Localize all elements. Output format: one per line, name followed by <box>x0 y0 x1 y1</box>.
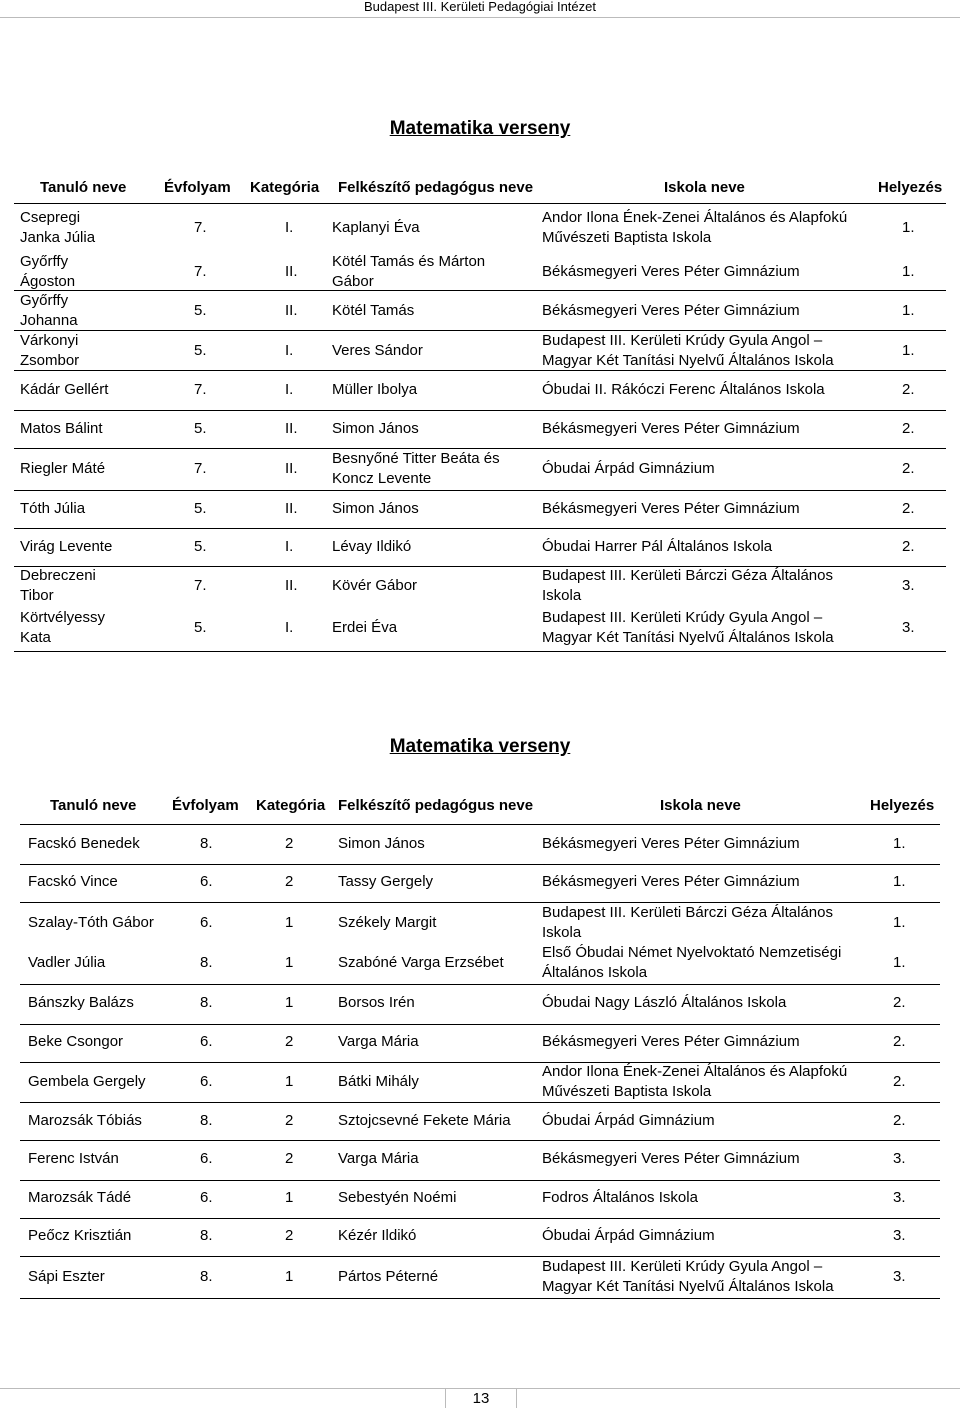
cell-school: Békásmegyeri Veres Péter Gimnázium <box>542 1150 800 1167</box>
cell-grade: 7. <box>194 577 207 594</box>
cell-school: Óbudai Árpád Gimnázium <box>542 1112 715 1129</box>
cell-grade: 5. <box>194 420 207 437</box>
cell-school: Óbudai II. Rákóczi Ferenc Általános Iskola <box>542 381 825 398</box>
cell-placement: 1. <box>893 954 906 971</box>
cell-teacher: Kövér Gábor <box>332 577 418 594</box>
cell-teacher: Kaplanyi Éva <box>332 219 420 236</box>
cell-student-name: Bánszky Balázs <box>28 994 134 1011</box>
cell-teacher: Simon János <box>332 420 419 437</box>
cell-grade: 5. <box>194 619 207 636</box>
cell-school: Békásmegyeri Veres Péter Gimnázium <box>542 1033 800 1050</box>
cell-category: I. <box>285 537 294 555</box>
cell-school: Békásmegyeri Veres Péter Gimnázium <box>542 301 800 319</box>
cell-grade: 5. <box>194 537 207 555</box>
cell-grade: 6. <box>200 873 213 890</box>
cell-school: Andor Ilona Ének-Zenei Általános és Alapfokú Művészeti Baptista Iskola <box>542 209 848 246</box>
table-title: Matematika verseny <box>389 736 571 757</box>
cell-grade: 5. <box>194 341 207 359</box>
row-rule <box>14 410 946 411</box>
cell-teacher: Borsos Irén <box>338 994 415 1011</box>
cell-teacher: Székely Margit <box>338 914 437 931</box>
cell-category: 1 <box>285 954 294 971</box>
cell-student-name: Tóth Júlia <box>20 499 86 517</box>
cell-teacher: Simon János <box>338 835 425 852</box>
column-header: Évfolyam <box>164 179 231 196</box>
row-rule <box>20 1062 940 1063</box>
cell-student-name: Marozsák Tádé <box>28 1189 132 1206</box>
cell-placement: 1. <box>893 835 906 852</box>
row-rule <box>20 864 940 865</box>
cell-teacher: Varga Mária <box>338 1033 419 1050</box>
cell-grade: 8. <box>200 1268 213 1285</box>
column-header: Tanuló neve <box>40 179 127 196</box>
cell-teacher: Kézér Ildikó <box>338 1227 417 1244</box>
cell-grade: 6. <box>200 1189 213 1206</box>
cell-placement: 3. <box>893 1189 906 1206</box>
cell-placement: 1. <box>902 263 915 280</box>
cell-school: Békásmegyeri Veres Péter Gimnázium <box>542 420 800 437</box>
cell-grade: 8. <box>200 994 213 1011</box>
cell-grade: 7. <box>194 263 207 280</box>
row-rule <box>14 448 946 449</box>
row-rule <box>14 370 946 371</box>
cell-category: 1 <box>285 994 294 1011</box>
cell-grade: 6. <box>200 1033 213 1050</box>
cell-grade: 8. <box>200 954 213 971</box>
column-header: Felkészítő pedagógus neve <box>338 179 534 196</box>
cell-school: Óbudai Nagy László Általános Iskola <box>542 994 787 1011</box>
cell-placement: 2. <box>902 381 915 398</box>
column-header: Helyezés <box>878 179 943 196</box>
cell-placement: 2. <box>893 1033 906 1050</box>
cell-school: Budapest III. Kerületi Bárczi Géza Általános Iskola <box>542 904 833 941</box>
cell-category: II. <box>285 499 298 517</box>
row-rule <box>14 651 946 652</box>
table-title: Matematika verseny <box>389 118 571 139</box>
cell-category: II. <box>285 263 298 280</box>
cell-teacher: Kötél Tamás és Márton Gábor <box>332 253 486 290</box>
cell-grade: 8. <box>200 835 213 852</box>
cell-school: Budapest III. Kerületi Krúdy Gyula Angol – Magyar Két Tanítási Nyelvű Általános Iskola <box>542 609 834 646</box>
cell-placement: 1. <box>893 914 906 931</box>
cell-student-name: Körtvélyessy Kata <box>20 609 106 646</box>
cell-school: Békásmegyeri Veres Péter Gimnázium <box>542 499 800 517</box>
column-header: Kategória <box>250 179 320 196</box>
cell-teacher: Erdei Éva <box>332 619 398 636</box>
cell-student-name: Kádár Gellért <box>20 381 109 398</box>
cell-teacher: Pártos Péterné <box>338 1268 439 1285</box>
cell-category: I. <box>285 381 294 398</box>
cell-placement: 1. <box>902 341 915 359</box>
cell-grade: 6. <box>200 1150 213 1167</box>
cell-school: Békásmegyeri Veres Péter Gimnázium <box>542 835 800 852</box>
header-rule <box>14 203 946 204</box>
cell-category: II. <box>285 420 298 437</box>
cell-teacher: Szabóné Varga Erzsébet <box>338 954 504 971</box>
cell-student-name: Csepregi Janka Júlia <box>20 209 96 246</box>
row-rule <box>14 330 946 331</box>
cell-placement: 2. <box>902 537 915 555</box>
cell-school: Óbudai Harrer Pál Általános Iskola <box>542 537 773 555</box>
cell-placement: 1. <box>893 873 906 890</box>
cell-grade: 8. <box>200 1227 213 1244</box>
column-header: Tanuló neve <box>50 797 137 814</box>
cell-placement: 2. <box>893 1073 906 1090</box>
row-rule <box>20 1102 940 1103</box>
cell-student-name: Marozsák Tóbiás <box>28 1112 142 1129</box>
cell-student-name: Facskó Benedek <box>28 835 140 852</box>
page-number: 13 <box>445 1388 517 1408</box>
cell-category: I. <box>285 341 294 359</box>
cell-teacher: Lévay Ildikó <box>332 537 412 555</box>
header-rule <box>20 824 940 825</box>
cell-placement: 1. <box>902 301 915 319</box>
column-header: Felkészítő pedagógus neve <box>338 797 534 814</box>
cell-school: Óbudai Árpád Gimnázium <box>542 460 715 477</box>
row-rule <box>14 490 946 491</box>
cell-category: 2 <box>285 835 294 852</box>
cell-student-name: Peőcz Krisztián <box>28 1227 132 1244</box>
cell-placement: 2. <box>893 994 906 1011</box>
column-header: Iskola neve <box>660 797 741 814</box>
cell-school: Andor Ilona Ének-Zenei Általános és Alapfokú Művészeti Baptista Iskola <box>542 1063 848 1100</box>
cell-category: 2 <box>285 1033 294 1050</box>
cell-student-name: Vadler Júlia <box>28 954 106 971</box>
cell-student-name: Gembela Gergely <box>28 1073 146 1090</box>
cell-placement: 3. <box>893 1268 906 1285</box>
cell-school: Békásmegyeri Veres Péter Gimnázium <box>542 873 800 890</box>
cell-placement: 3. <box>893 1227 906 1244</box>
cell-school: Budapest III. Kerületi Krúdy Gyula Angol – Magyar Két Tanítási Nyelvű Általános Iskola <box>542 1258 834 1295</box>
cell-grade: 8. <box>200 1112 213 1129</box>
cell-teacher: Kötél Tamás <box>332 301 415 319</box>
cell-placement: 2. <box>902 460 915 477</box>
cell-student-name: Matos Bálint <box>20 420 103 437</box>
cell-grade: 7. <box>194 460 207 477</box>
cell-grade: 6. <box>200 1073 213 1090</box>
cell-teacher: Sztojcsevné Fekete Mária <box>338 1112 511 1129</box>
row-rule <box>14 528 946 529</box>
cell-grade: 7. <box>194 381 207 398</box>
cell-student-name: Sápi Eszter <box>28 1268 105 1285</box>
cell-student-name: Ferenc István <box>28 1150 119 1167</box>
row-rule <box>20 902 940 903</box>
cell-category: II. <box>285 577 298 594</box>
cell-student-name: Várkonyi Zsombor <box>20 331 80 369</box>
cell-student-name: Riegler Máté <box>20 460 106 477</box>
cell-school: Óbudai Árpád Gimnázium <box>542 1227 715 1244</box>
cell-grade: 5. <box>194 301 207 319</box>
row-rule <box>20 1218 940 1219</box>
column-header: Iskola neve <box>664 179 745 196</box>
cell-category: 1 <box>285 914 294 931</box>
cell-school: Békásmegyeri Veres Péter Gimnázium <box>542 263 800 280</box>
cell-school: Budapest III. Kerületi Bárczi Géza Általános Iskola <box>542 567 833 604</box>
row-rule <box>20 1298 940 1299</box>
cell-school: Budapest III. Kerületi Krúdy Gyula Angol – Magyar Két Tanítási Nyelvű Általános Iskola <box>542 331 834 369</box>
cell-category: 2 <box>285 873 294 890</box>
row-rule <box>14 566 946 567</box>
cell-student-name: Győrffy Johanna <box>20 291 78 329</box>
header-divider <box>0 17 960 18</box>
cell-school: Első Óbudai Német Nyelvoktató Nemzetiségi Általános Iskola <box>542 944 842 981</box>
cell-category: 1 <box>285 1268 294 1285</box>
column-header: Helyezés <box>870 797 935 814</box>
column-header: Kategória <box>256 797 326 814</box>
column-header: Évfolyam <box>172 797 239 814</box>
cell-placement: 3. <box>893 1150 906 1167</box>
cell-placement: 2. <box>902 420 915 437</box>
cell-category: II. <box>285 301 298 319</box>
cell-student-name: Szalay-Tóth Gábor <box>28 914 154 931</box>
cell-category: I. <box>285 219 294 236</box>
cell-teacher: Simon János <box>332 499 419 517</box>
cell-teacher: Sebestyén Noémi <box>338 1189 457 1206</box>
cell-teacher: Tassy Gergely <box>338 873 434 890</box>
row-rule <box>14 290 946 291</box>
cell-teacher: Müller Ibolya <box>332 381 418 398</box>
cell-grade: 7. <box>194 219 207 236</box>
cell-teacher: Veres Sándor <box>332 341 423 359</box>
cell-category: I. <box>285 619 294 636</box>
cell-teacher: Varga Mária <box>338 1150 419 1167</box>
cell-student-name: Győrffy Ágoston <box>20 253 76 290</box>
cell-category: 1 <box>285 1073 294 1090</box>
cell-student-name: Facskó Vince <box>28 873 118 890</box>
row-rule <box>20 984 940 985</box>
cell-student-name: Virág Levente <box>20 537 113 555</box>
cell-placement: 3. <box>902 577 915 594</box>
cell-placement: 3. <box>902 619 915 636</box>
cell-category: II. <box>285 460 298 477</box>
cell-teacher: Besnyőné Titter Beáta és Koncz Levente <box>332 450 500 487</box>
cell-category: 2 <box>285 1150 294 1167</box>
cell-category: 2 <box>285 1112 294 1129</box>
cell-category: 1 <box>285 1189 294 1206</box>
cell-placement: 2. <box>902 499 915 517</box>
cell-grade: 6. <box>200 914 213 931</box>
cell-school: Fodros Általános Iskola <box>542 1189 698 1206</box>
cell-placement: 2. <box>893 1112 906 1129</box>
cell-teacher: Bátki Mihály <box>338 1073 419 1090</box>
row-rule <box>20 1024 940 1025</box>
cell-student-name: Debreczeni Tibor <box>20 567 96 604</box>
row-rule <box>20 1140 940 1141</box>
row-rule <box>20 1180 940 1181</box>
cell-grade: 5. <box>194 499 207 517</box>
cell-student-name: Beke Csongor <box>28 1033 124 1050</box>
page-header: Budapest III. Kerületi Pedagógiai Intézet <box>364 0 596 14</box>
cell-category: 2 <box>285 1227 294 1244</box>
row-rule <box>20 1256 940 1257</box>
cell-placement: 1. <box>902 219 915 236</box>
